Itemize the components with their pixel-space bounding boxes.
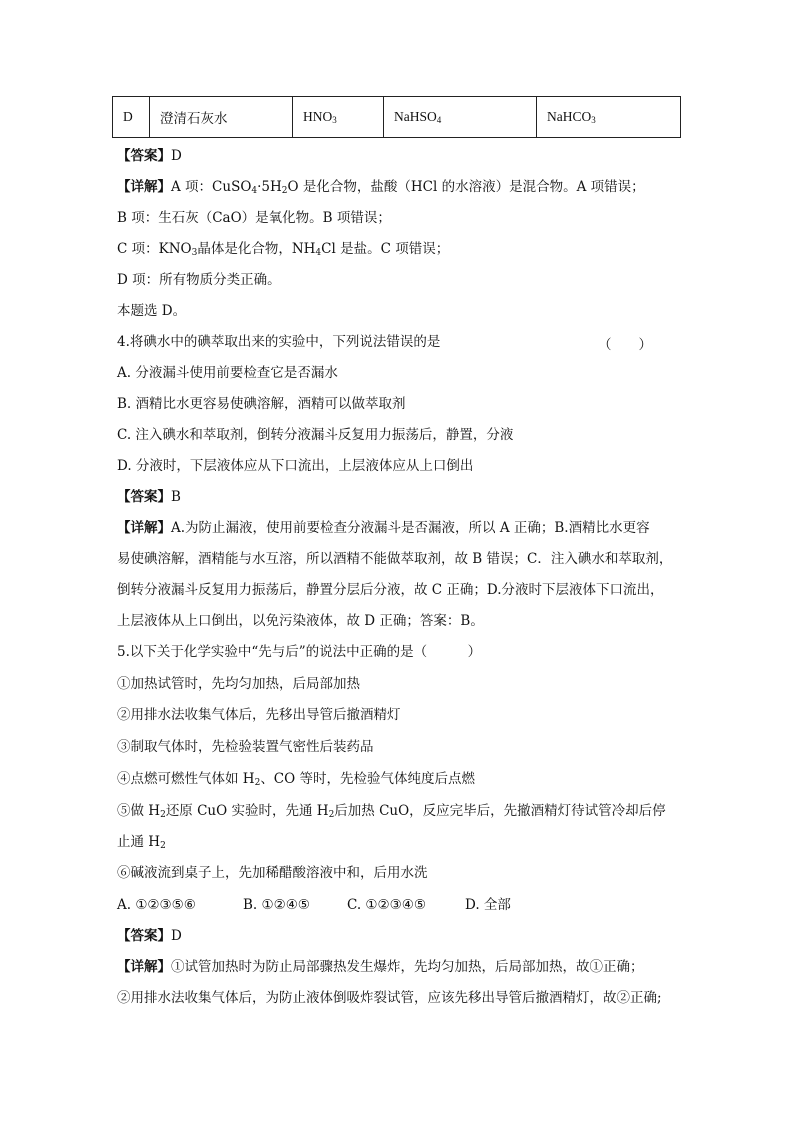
q5-item-2: ②用排水法收集气体后，先移出导管后撤酒精灯 <box>117 707 401 723</box>
q5-option-d: D. 全部 <box>465 897 511 913</box>
q3-detail-d: D 项：所有物质分类正确。 <box>117 272 281 288</box>
q5-detail-line: 【详解】①试管加热时为防止局部骤热发生爆炸，先均匀加热，后局部加热，故①正确； <box>117 959 644 975</box>
q4-answer-blank: （ ） <box>598 337 652 353</box>
q3-conclusion: 本题选 D。 <box>117 303 187 319</box>
table-cell: NaHSO$_4$ <box>384 97 537 138</box>
q5-option-c: C. ①②③④⑤ <box>347 897 426 913</box>
classification-table <box>112 96 681 138</box>
q3-detail-c: C 项：$KNO_3$晶体是化合物，$NH_4Cl$ 是盐。C 项错误； <box>117 241 450 258</box>
q5-stem: 5.以下关于化学实验中“先与后”的说法中正确的是（ ） <box>117 644 482 660</box>
q5-item-6: ⑥碱液流到桌子上，先加稀醋酸溶液中和，后用水洗 <box>117 865 428 881</box>
q5-option-a: A. ①②③⑤⑥ <box>117 897 196 913</box>
q4-detail-line: 【详解】A.为防止漏液，使用前要检查分液漏斗是否漏液，所以 A 正确；B.酒精比水更容 <box>117 520 650 536</box>
table-cell: $HNO_3$ <box>293 97 384 138</box>
q4-detail-line: 易使碘溶解，酒精能与水互溶，所以酒精不能做萃取剂，故 B 错误；C．注入碘水和萃取剂， <box>117 551 673 567</box>
q3-detail-a: 【详解】A 项：$CuSO_4\cdot 5H_2O$ 是化合物，盐酸（HCl 的水溶液）是混合物。A 项错误； <box>117 179 645 196</box>
q5-options <box>117 896 511 914</box>
q5-detail-line: ②用排水法收集气体后，为防止液体倒吸炸裂试管，应该先移出导管后撤酒精灯，故②正确; <box>117 990 662 1006</box>
q5-item-5-cont: 止通 $H_2$ <box>117 834 166 851</box>
q5-answer: 【答案】D <box>117 928 182 944</box>
table-cell: 澄清石灰水 <box>150 97 293 138</box>
q5-item-5: ⑤做 $H_2$还原 CuO 实验时，先通 $H_2$后加热 CuO，反应完毕后，先撤酒精灯待试管冷却后停 <box>117 803 666 820</box>
q5-option-b: B. ①②④⑤ <box>243 897 310 913</box>
table-cell: NaHCO$_3$ <box>537 97 681 138</box>
q5-item-1: ①加热试管时，先均匀加热，后局部加热 <box>117 676 360 692</box>
q4-detail-line: 上层液体从上口倒出，以免污染液体，故 D 正确；答案：B。 <box>117 613 484 629</box>
q4-option-b: B. 酒精比水更容易使碘溶解，酒精可以做萃取剂 <box>117 396 406 412</box>
q5-item-4: ④点燃可燃性气体如 $H_2$、CO 等时，先检验气体纯度后点燃 <box>117 771 476 788</box>
q3-answer: 【答案】D <box>117 148 182 164</box>
q5-item-3: ③制取气体时，先检验装置气密性后装药品 <box>117 739 374 755</box>
q4-answer: 【答案】B <box>117 489 181 505</box>
q4-option-a: A. 分液漏斗使用前要检查它是否漏水 <box>117 365 338 381</box>
q4-option-d: D. 分液时，下层液体应从下口流出，上层液体应从上口倒出 <box>117 458 474 474</box>
q3-detail-b: B 项：生石灰（CaO）是氧化物。B 项错误； <box>117 210 391 226</box>
q4-stem: 4.将碘水中的碘萃取出来的实验中，下列说法错误的是 <box>117 334 441 350</box>
table-row <box>113 97 681 138</box>
q4-option-c: C. 注入碘水和萃取剂，倒转分液漏斗反复用力振荡后，静置，分液 <box>117 427 514 443</box>
q4-detail-line: 倒转分液漏斗反复用力振荡后，静置分层后分液，故 C 正确；D.分液时下层液体下口流出， <box>117 582 664 598</box>
table-cell: D <box>113 97 150 138</box>
